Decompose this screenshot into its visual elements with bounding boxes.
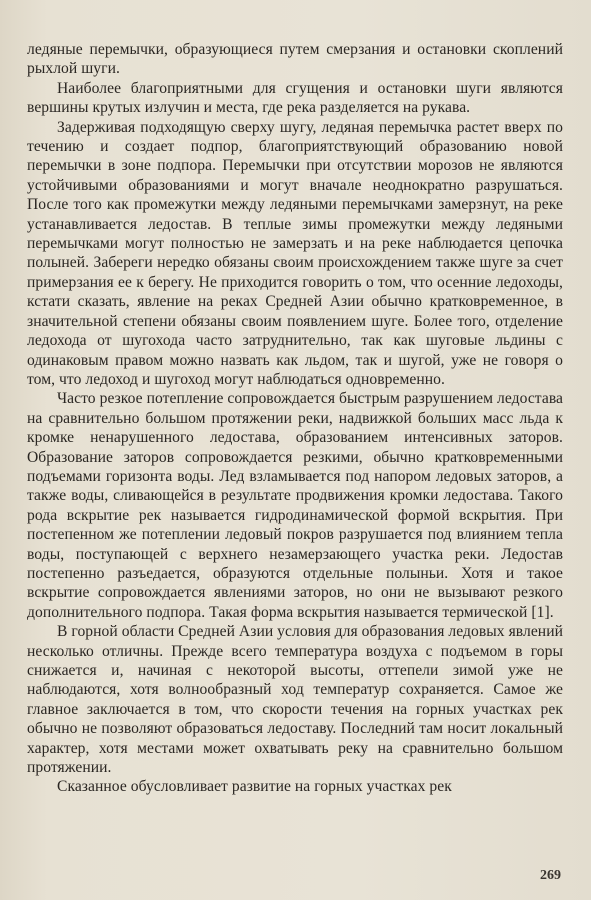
paragraph: Наиболее благоприятными для сгущения и остановки шуги являются вершины крутых излучин и места, где река разделяется на рукава. xyxy=(27,79,563,117)
paragraph-last: Сказанное обусловливает развитие на горных участках рек xyxy=(57,778,452,796)
paragraph: Задерживая подходящую сверху шугу, ледяная перемычка растет вверх по течению и создает подпор, благоприятствующий образованию новой перемычки в зоне подпора. Перемычки при отсутствии морозов не являются устойчивыми образованиями и могут вначале неоднократно разрушаться. После того как промежутки между ледяными перемычками замерзнут, на реке устанавливается ледостав. В теплые зимы промежутки между ледяными перемычками могут полностью не замерзать и на реке наблюдается цепочка полыней. Забереги нередко обязаны своим происхождением также шуге за счет примерзания ее к берегу. Не приходится говорить о том, что осенние ледоходы, кстати сказать, явление на реках Средней Азии обычно кратковременное, в значительной степени обязаны своим появлением шуге. Более того, отделение ледохода от шугохода часто затруднительно, так как шуговые льдины с одинаковым правом можно назвать как льдом, так и шугой, уже не говоря о том, что ледоход и шугоход могут наблюдаться одновременно. xyxy=(27,118,563,388)
paragraph: Часто резкое потепление сопровождается быстрым разрушением ледостава на сравнительно большом протяжении реки, надвижкой больших масс льда к кромке ненарушенного ледостава, образованием интенсивных заторов. Образование заторов сопровождается резкими, обычно кратковременными подъемами горизонта воды. Лед взламывается под напором ледовых заторов, а также воды, сливающейся в результате продвижения кромки ледостава. Такого рода вскрытие рек называется гидродинамической формой вскрытия. При постепенном же потеплении ледовый покров разрушается под влиянием тепла воды, поступающей с верхнего незамерзающего участка реки. Ледостав постепенно разъедается, образуются отдельные полыньи. Хотя и такое вскрытие сопровождается явлениями заторов, но они не вызывают резкого дополнительного подпора. Такая форма вскрытия называется термической [1]. xyxy=(27,390,563,621)
paragraph-continuation: ледяные перемычки, образующиеся путем смерзания и остановки скоплений рыхлой шуги. xyxy=(27,41,563,78)
page-body-text xyxy=(27,40,563,797)
paragraph: В горной области Средней Азии условия для образования ледовых явлений несколько отличны. Прежде всего температура воздуха с подъемом в горы снижается и, начиная с некоторой высоты, оттепели зимой уже не наблюдаются, хотя волнообразный ход температур сохраняется. Самое же главное заключается в том, что скорости течения на горных участках рек обычно не позволяют образоваться ледоставу. Последний там носит локальный характер, хотя местами может охватывать реку на сравнительно большом протяжении. xyxy=(27,623,563,777)
page-number: 269 xyxy=(540,868,561,883)
